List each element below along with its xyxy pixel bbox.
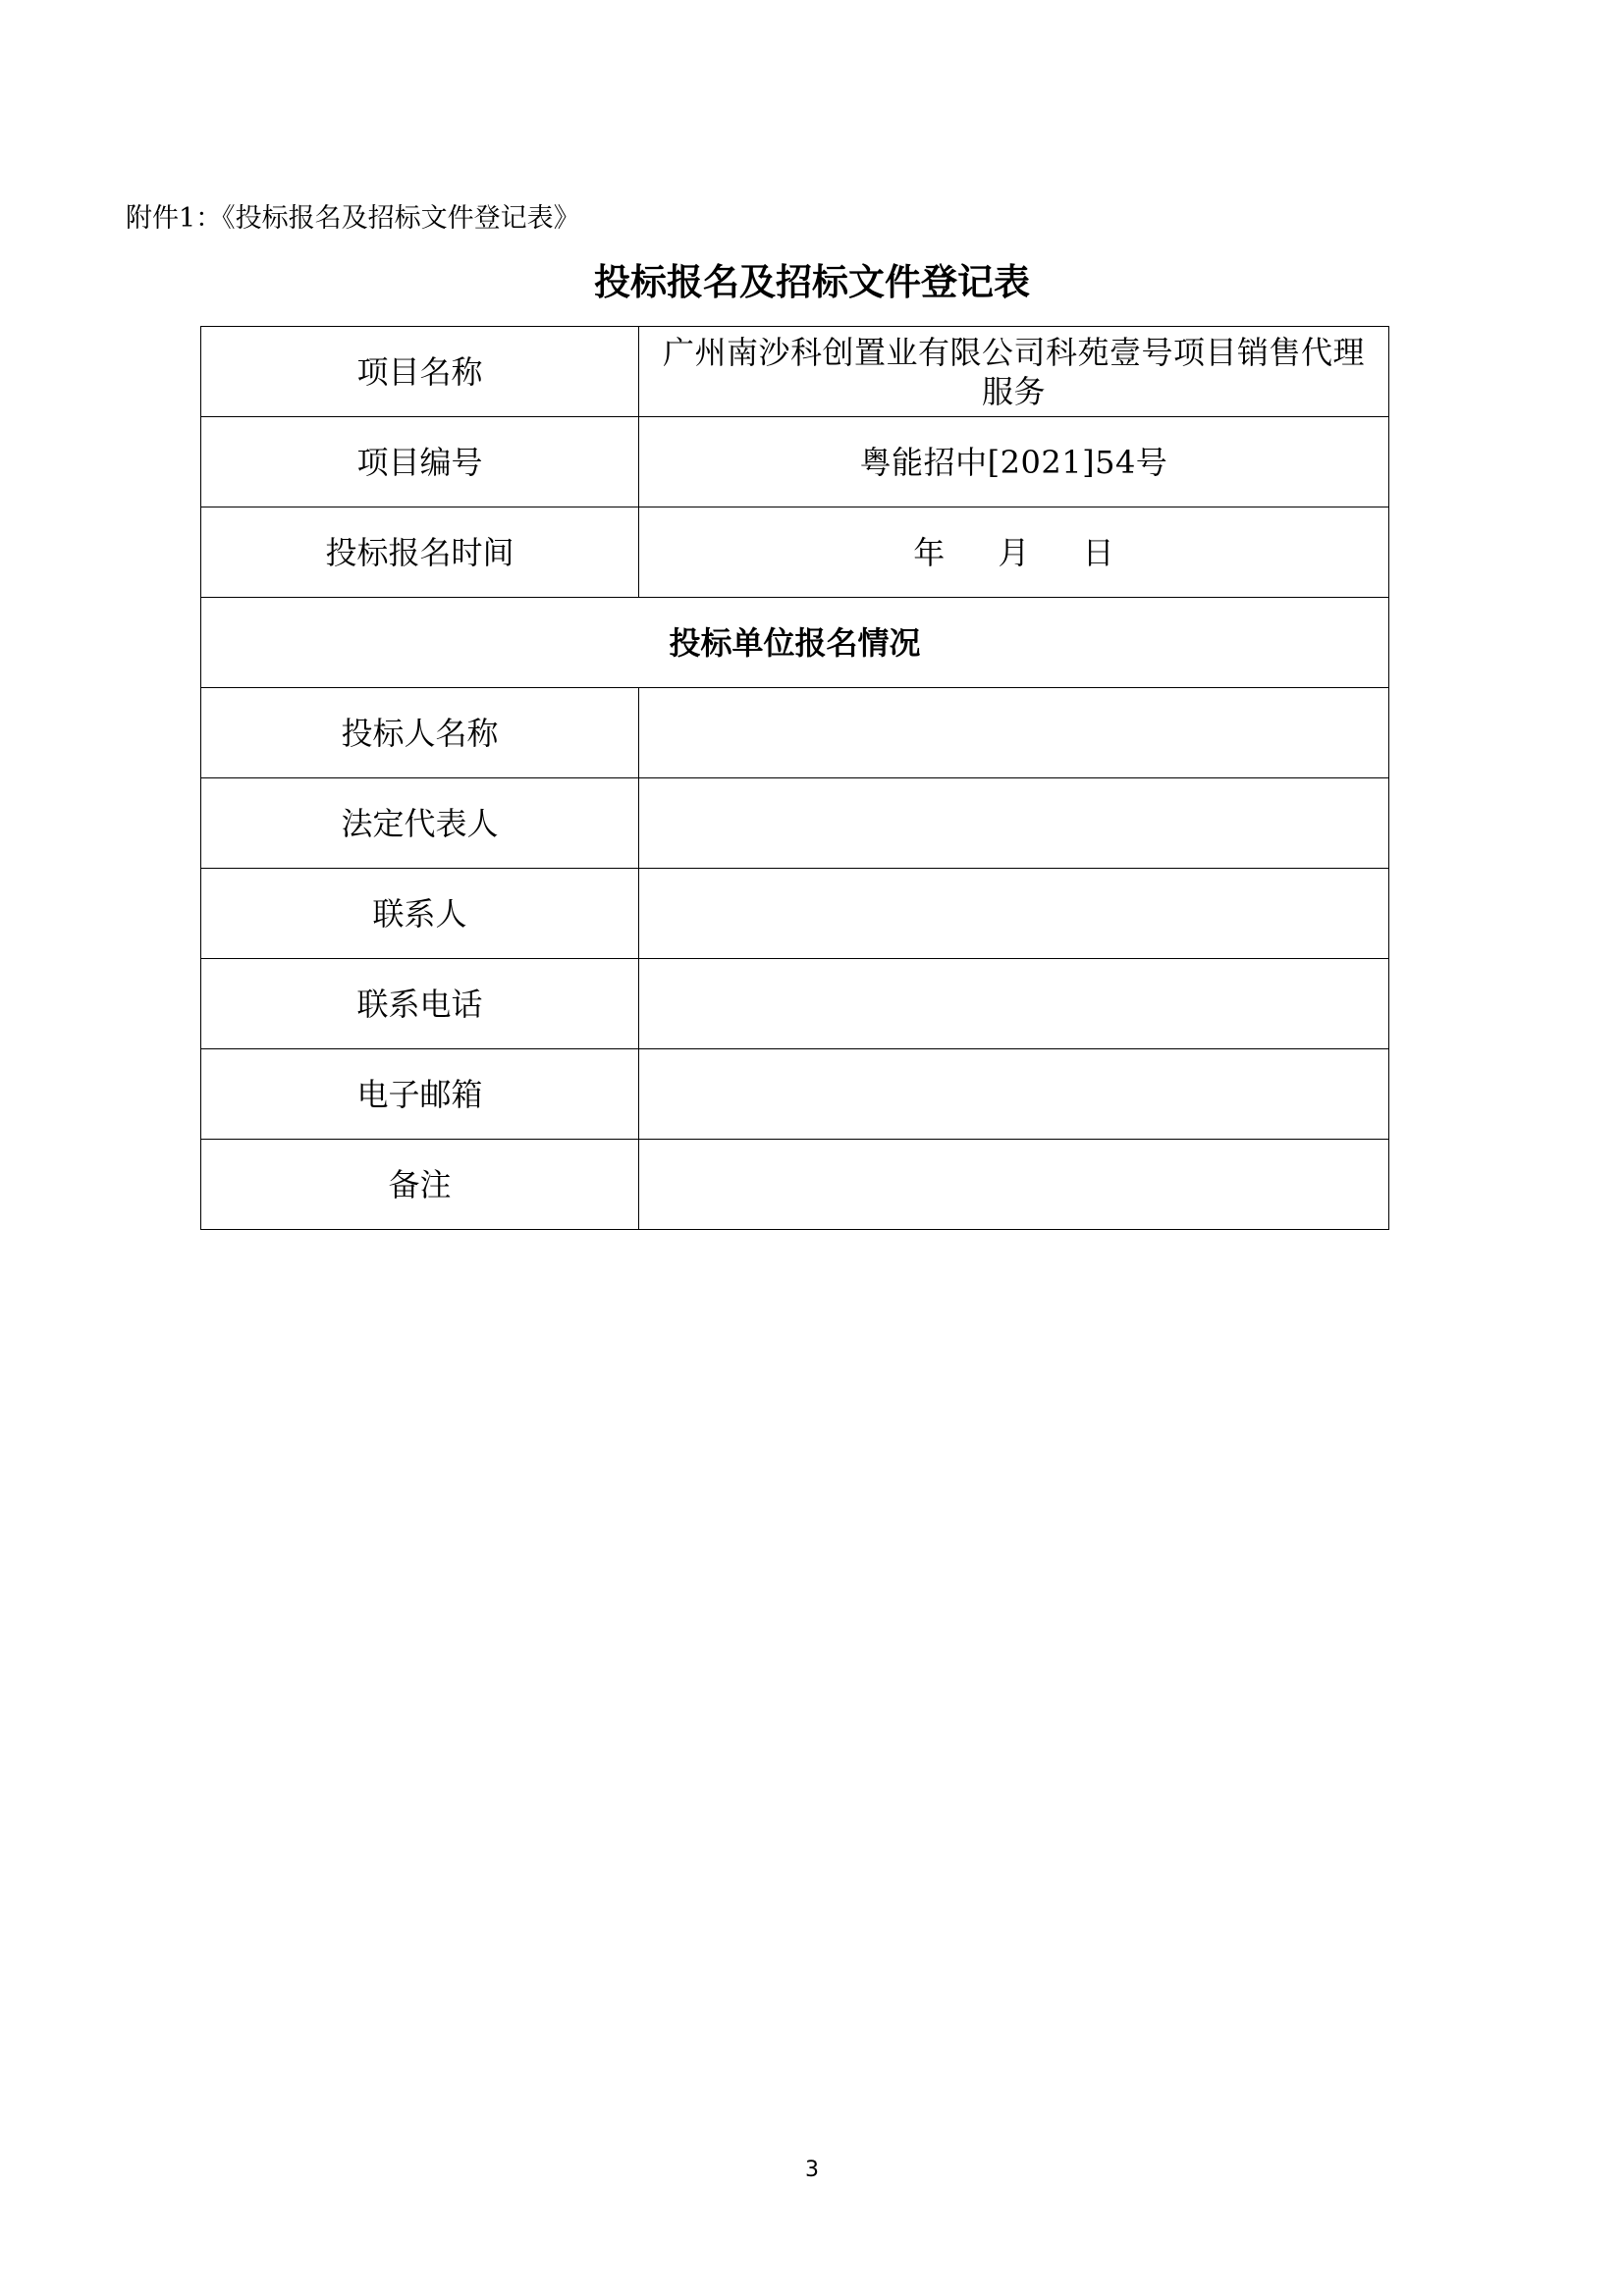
project-name-label: 项目名称	[201, 327, 639, 417]
remarks-label: 备注	[201, 1140, 639, 1230]
bidder-name-field[interactable]	[639, 688, 1389, 778]
table-row	[201, 778, 1389, 869]
contact-person-label: 联系人	[201, 869, 639, 959]
table-row	[201, 1140, 1389, 1230]
table-row-project-number	[201, 417, 1389, 507]
remarks-field[interactable]	[639, 1140, 1389, 1230]
bidder-name-label: 投标人名称	[201, 688, 639, 778]
table-row	[201, 869, 1389, 959]
contact-phone-field[interactable]	[639, 959, 1389, 1049]
table-row-project-name	[201, 327, 1389, 417]
project-number-label: 项目编号	[201, 417, 639, 507]
registration-time-field[interactable]	[639, 507, 1389, 598]
page-number: 3	[805, 2158, 819, 2182]
date-month-label: 月	[998, 533, 1030, 571]
table-row	[201, 959, 1389, 1049]
section-heading: 投标单位报名情况	[201, 598, 1389, 688]
attachment-heading: 附件1：《投标报名及招标文件登记表》	[126, 203, 580, 234]
contact-phone-label: 联系电话	[201, 959, 639, 1049]
legal-representative-field[interactable]	[639, 778, 1389, 869]
project-name-value: 广州南沙科创置业有限公司科苑壹号项目销售代理服务	[639, 327, 1389, 417]
email-field[interactable]	[639, 1049, 1389, 1140]
registration-time-label: 投标报名时间	[201, 507, 639, 598]
date-year-label: 年	[913, 533, 946, 571]
table-row	[201, 1049, 1389, 1140]
table-row-registration-time	[201, 507, 1389, 598]
project-number-value: 粤能招中[2021]54号	[639, 417, 1389, 507]
table-row	[201, 688, 1389, 778]
date-day-label: 日	[1082, 533, 1114, 571]
email-label: 电子邮箱	[201, 1049, 639, 1140]
contact-person-field[interactable]	[639, 869, 1389, 959]
document-title: 投标报名及招标文件登记表	[594, 261, 1030, 303]
legal-representative-label: 法定代表人	[201, 778, 639, 869]
registration-table	[200, 326, 1389, 1230]
table-row-section-heading	[201, 598, 1389, 688]
